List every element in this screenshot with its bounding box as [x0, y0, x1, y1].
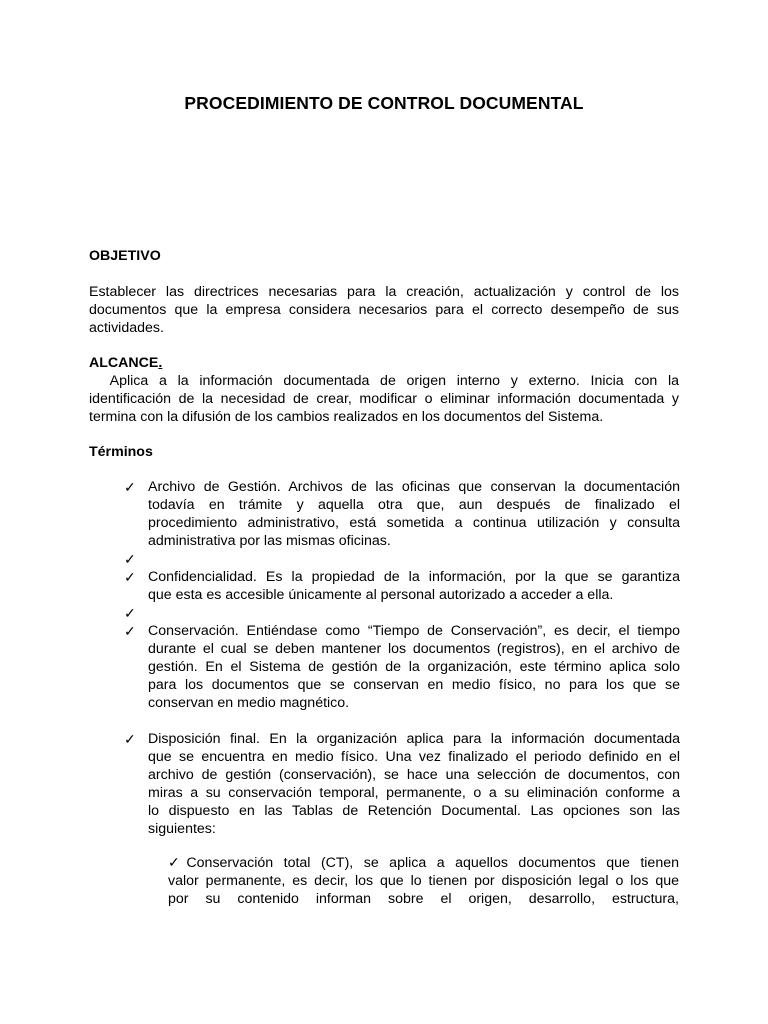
term-line: para los documentos que se conservan en medio físico, no para los que se [148, 677, 680, 693]
term-line: conservan en medio magnético. [148, 695, 350, 711]
term-line: que se encuentra en medio físico. Una vez finalizado el periodo definido en el [148, 749, 680, 765]
term-item [124, 604, 680, 622]
term-line: todavía en trámite y aquella otra que, aun después de finalizado el [148, 497, 680, 513]
term-line: miras a su conservación temporal, permanente, o a su eliminación conforme a [148, 785, 680, 801]
objetivo-heading: OBJETIVO [89, 248, 161, 264]
term-item [124, 622, 680, 712]
alcance-line: termina con la difusión de los cambios realizados en los documentos del Sistema. [89, 409, 604, 425]
term-item [124, 730, 680, 838]
checkmark-icon: ✓ [124, 479, 136, 495]
terms-list [124, 478, 680, 838]
objetivo-line: documentos que la empresa considera necesarios para el correcto desempeño de sus [89, 302, 679, 318]
term-item [124, 550, 680, 568]
subitem-conservacion-total [168, 854, 679, 908]
alcance-heading [89, 354, 162, 372]
term-line: Archivo de Gestión. Archivos de las oficinas que conservan la documentación [148, 479, 680, 495]
subitem-line: ✓Conservación total (CT), se aplica a aquellos documentos que tienen [168, 855, 679, 871]
objetivo-line: actividades. [89, 320, 164, 336]
subitem-line: por su contenido informan sobre el origen, desarrollo, estructura, [168, 891, 679, 907]
alcance-heading-suffix: . [158, 355, 163, 371]
objetivo-paragraph [89, 283, 679, 337]
alcance-line: identificación de la necesidad de crear, modificar o eliminar información documentada y [89, 391, 679, 407]
objetivo-line: Establecer las directrices necesarias para la creación, actualización y control de los [89, 284, 679, 300]
checkmark-icon: ✓ [124, 569, 136, 585]
subitem-line: valor permanente, es decir, los que lo tienen por disposición legal o los que [168, 873, 679, 889]
term-line [148, 550, 680, 568]
term-line: procedimiento administrativo, está sometida a continua utilización y consulta [148, 515, 680, 531]
term-item [124, 478, 680, 550]
term-line: administrativa por las mismas oficinas. [148, 533, 391, 549]
term-line: Confidencialidad. Es la propiedad de la información, por la que se garantiza [148, 569, 680, 585]
term-line: que esta es accesible únicamente al personal autorizado a acceder a ella. [148, 587, 614, 603]
term-line: lo dispuesto en las Tablas de Retención Documental. Las opciones son las [148, 803, 680, 819]
checkmark-icon: ✓ [124, 605, 136, 621]
terminos-heading: Términos [89, 444, 153, 460]
term-item [124, 568, 680, 604]
term-line: siguientes: [148, 821, 216, 837]
alcance-line: Aplica a la información documentada de origen interno y externo. Inicia con la [89, 373, 679, 389]
term-line: archivo de gestión (conservación), se hace una selección de documentos, con [148, 767, 680, 783]
checkmark-icon: ✓ [124, 551, 136, 567]
term-line: durante el cual se deben mantener los documentos (registros), en el archivo de [148, 641, 680, 657]
term-line: Disposición final. En la organización aplica para la información documentada [148, 731, 680, 747]
term-line: gestión. En el Sistema de gestión de la organización, este término aplica solo [148, 659, 680, 675]
alcance-heading-text: ALCANCE [89, 355, 159, 371]
checkmark-icon: ✓ [124, 623, 136, 639]
alcance-paragraph [89, 372, 679, 426]
term-line [148, 604, 680, 622]
term-line: Conservación. Entiéndase como “Tiempo de Conservación”, es decir, el tiempo [148, 623, 680, 639]
checkmark-icon: ✓ [124, 731, 136, 747]
document-title: PROCEDIMIENTO DE CONTROL DOCUMENTAL [184, 93, 584, 113]
